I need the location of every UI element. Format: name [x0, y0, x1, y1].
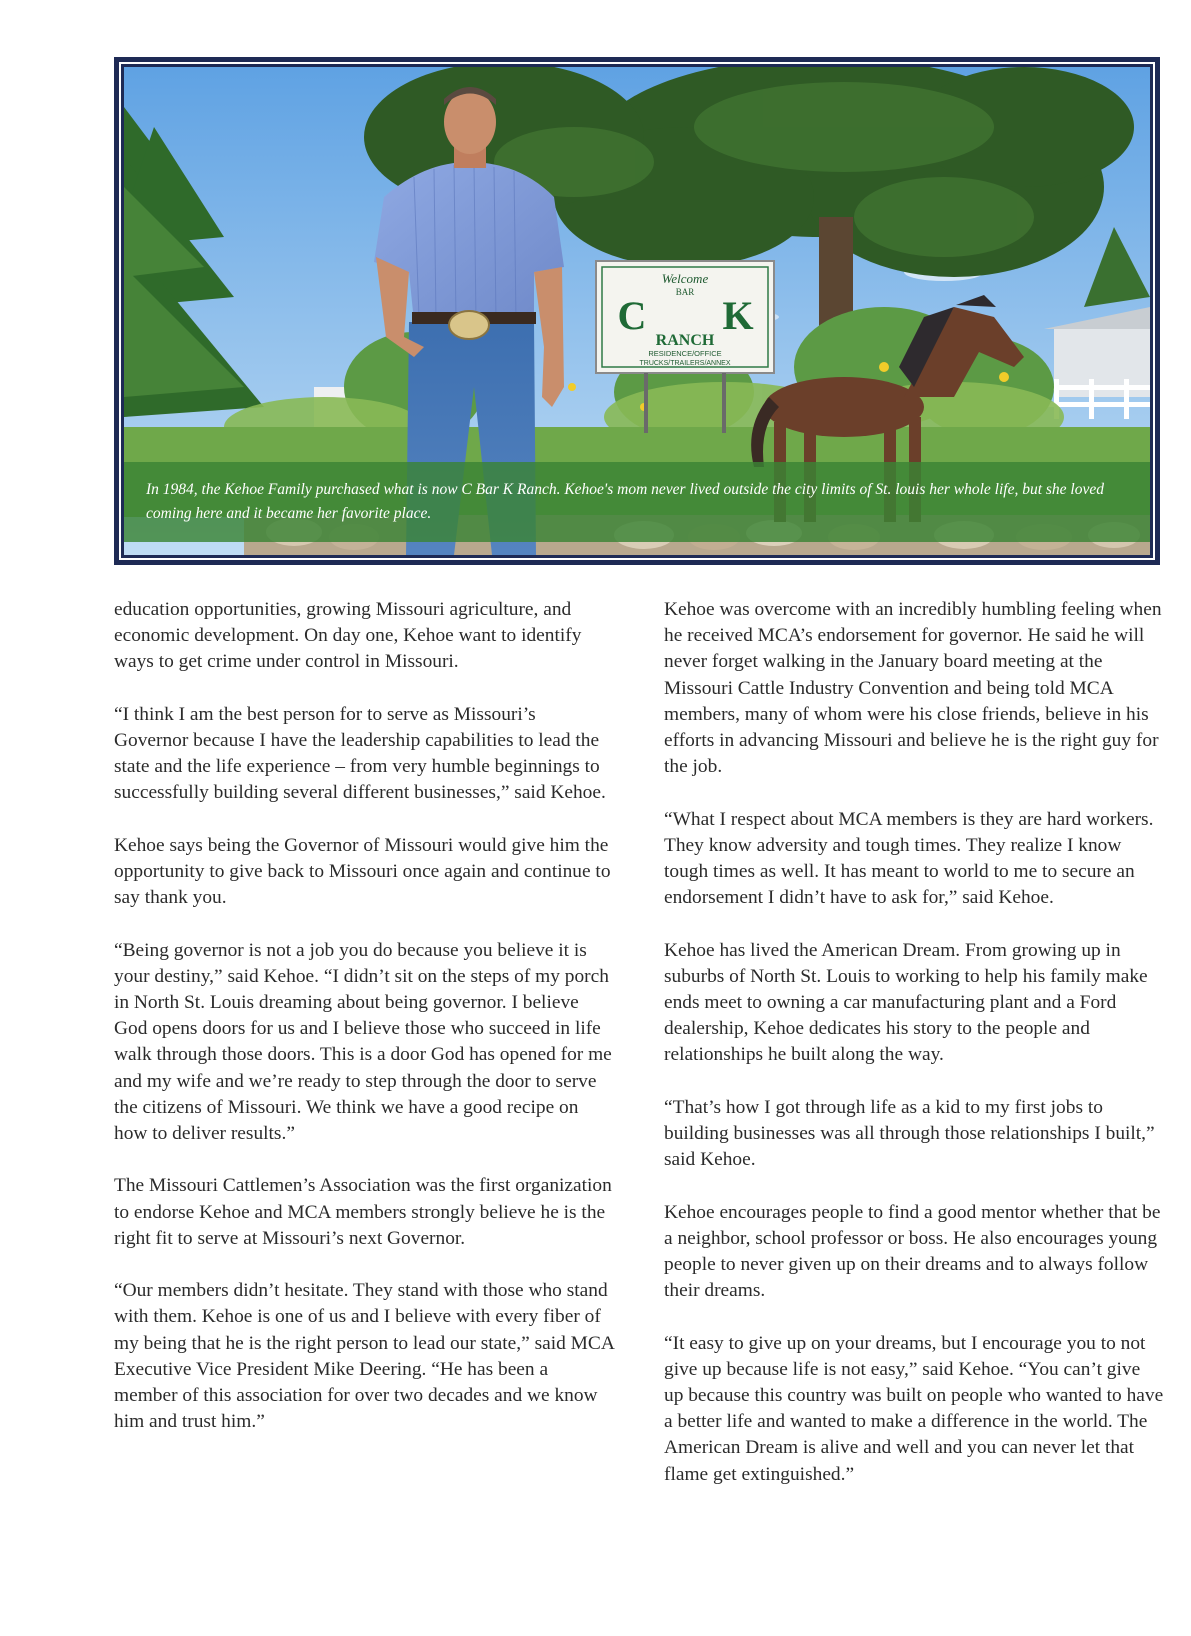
paragraph: “I think I am the best person for to serve as Missouri’s Governor because I have the leadership capabilities to lead the state and the life experience – from very humble beginnings to successfully building several different businesses,” said Kehoe. [114, 703, 606, 804]
tree-trunk [819, 217, 853, 327]
sign-line2: TRUCKS/TRAILERS/ANNEX [639, 360, 731, 367]
sign-ranch-text: RANCH [655, 332, 715, 349]
sign-line1: RESIDENCE/OFFICE [648, 349, 722, 358]
caption-band [124, 462, 1150, 542]
sign-bar-text: BAR [675, 287, 695, 297]
paragraph: Kehoe says being the Governor of Missouri would give him the opportunity to give back to Missouri once again and continue to say thank you. [114, 834, 611, 909]
paragraph: Kehoe has lived the American Dream. From growing up in suburbs of North St. Louis to working to help his family make ends meet to owning a car manufacturing plant and a Ford dealership, Kehoe dedicates his story to the people and relationships he built along the way. [664, 939, 1148, 1066]
ranch-photo [124, 67, 1150, 555]
paragraph: The Missouri Cattlemen’s Association was the first organization to endorse Kehoe and MCA members strongly believe he is the right fit to serve at Missouri’s next Governor. [114, 1175, 612, 1249]
paragraph: education opportunities, growing Missouri agriculture, and economic development. On day one, Kehoe want to identify ways to get crime under control in Missouri. [114, 599, 582, 673]
sign-welcome-text: Welcome [661, 271, 709, 286]
paragraph: “Being governor is not a job you do because you believe it is your destiny,” said Kehoe. “I didn’t sit on the steps of my porch in North St. Louis dreaming about being governor. I believe God opens doors for us and I believe those who succeed in life walk through those doors. This is a door God has opened for me and my wife and we’re ready to step through the door to serve the citizens of Missouri. We think we have a good recipe on how to deliver results.” [114, 939, 612, 1145]
paragraph: “It easy to give up on your dreams, but I encourage you to not give up because life is not easy,” said Kehoe. “You can’t give up because this country was built on people who wanted to have a better life and wanted to make a difference in the world. The American Dream is alive and well and you can never let that flame get extinguished.” [664, 1332, 1164, 1485]
photo-caption: In 1984, the Kehoe Family purchased what is now C Bar K Ranch. Kehoe's mom never lived outside the city limits of St. louis her whole life, but she loved coming here and it became her favorite place. [146, 481, 1105, 522]
paragraph: “What I respect about MCA members is they are hard workers. They know adversity and tough times. They realize I know tough times as well. It has meant to world to me to secure an endorsement I didn’t have to ask for,” said Kehoe. [664, 808, 1154, 909]
article-right-column [664, 597, 1164, 1514]
paragraph: Kehoe was overcome with an incredibly humbling feeling when he received MCA’s endorsement for governor. He said he will never forget walking in the January board meeting at the Missouri Cattle Industry Convention and being told MCA members, many of whom were his close friends, believe in his efforts in advancing Missouri and believe he is the right guy for the job. [664, 599, 1162, 778]
belt-buckle [449, 311, 489, 339]
sign-letter-c: C [617, 293, 647, 338]
sign-letter-k: K [722, 293, 754, 338]
article-left-column [114, 597, 614, 1462]
paragraph: Kehoe encourages people to find a good mentor whether that be a neighbor, school professor or boss. He also encourages young people to never given up on their dreams and to always follow their dreams. [664, 1201, 1161, 1302]
paragraph: “That’s how I got through life as a kid to my first jobs to building businesses was all through those relationships I built,” said Kehoe. [664, 1096, 1155, 1171]
photo-frame [114, 57, 1160, 565]
paragraph: “Our members didn’t hesitate. They stand with those who stand with them. Kehoe is one of us and I believe with every fiber of my being that he is the right person to lead our state,” said MCA Executive Vice President Mike Deering. “He has been a member of this association for over two decades and we know him and trust him.” [114, 1280, 614, 1433]
photo-frame-inner [119, 62, 1155, 560]
